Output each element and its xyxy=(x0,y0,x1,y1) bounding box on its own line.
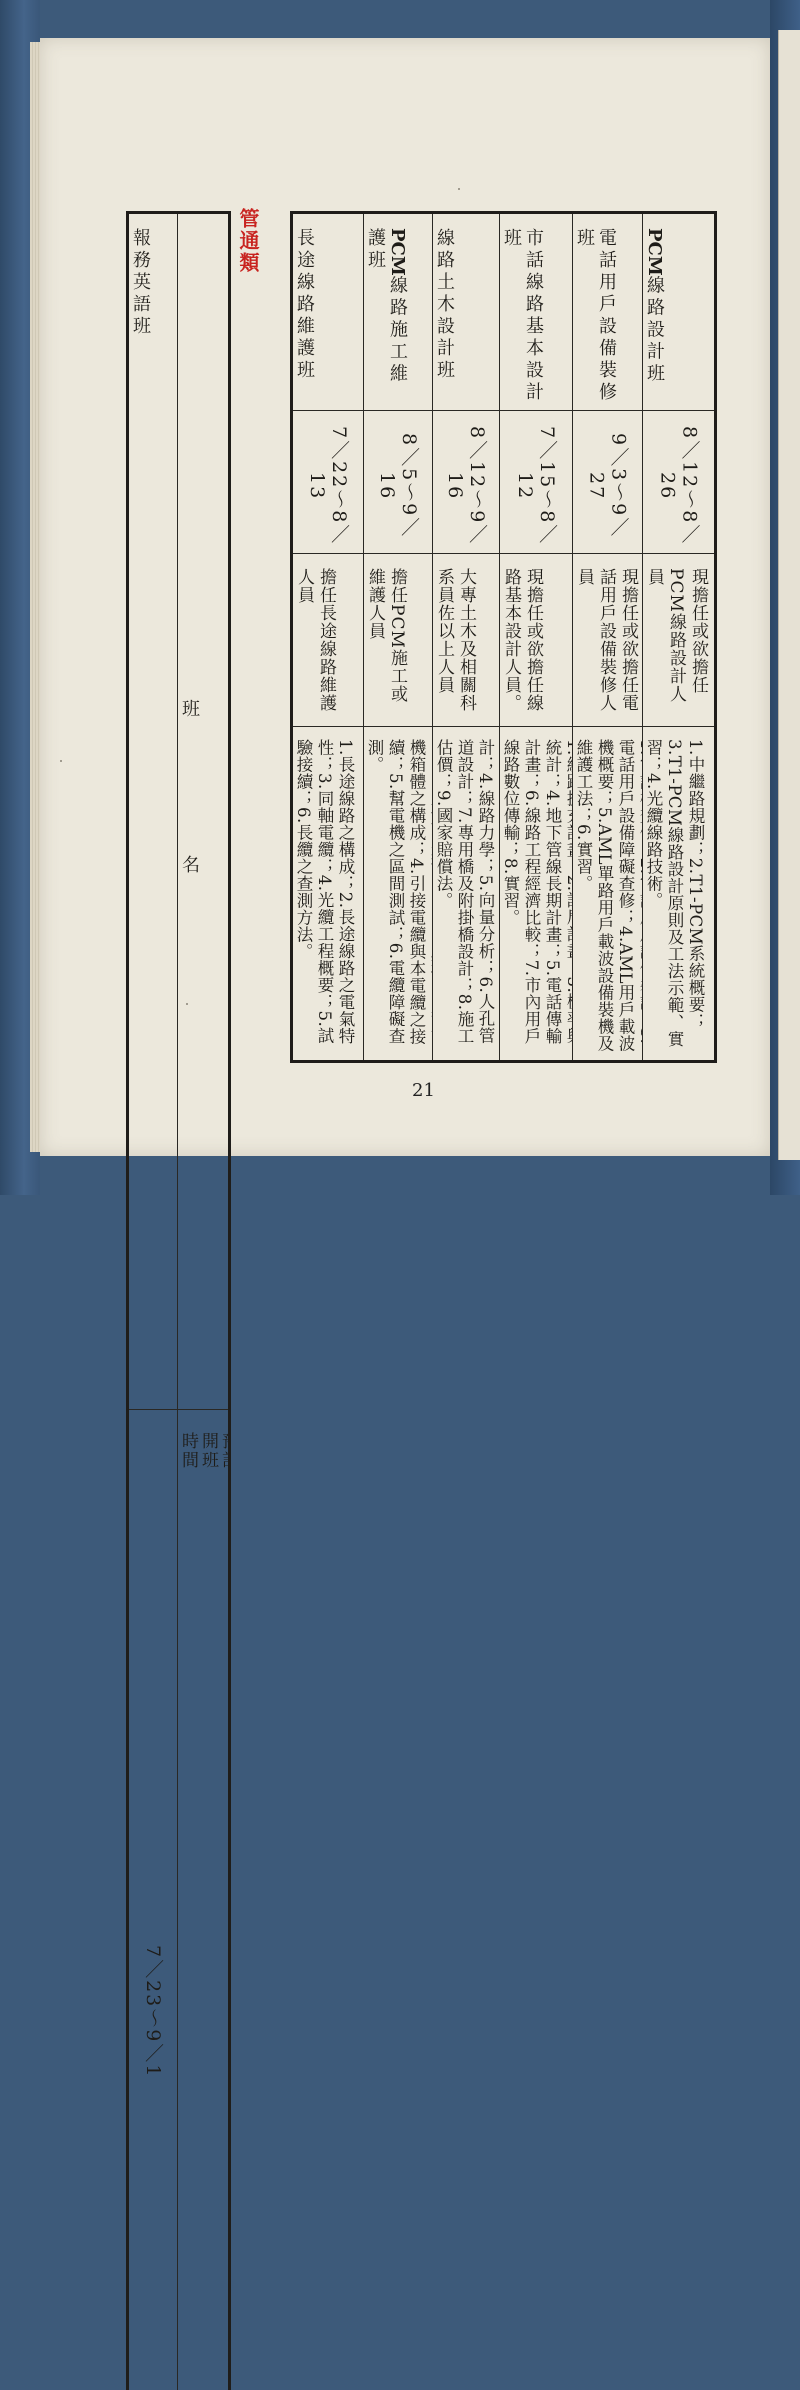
course-target: 擔任長途線路維護人員 xyxy=(293,554,343,726)
course-target-cell xyxy=(433,554,500,727)
course-target: 擔任PCM施工或維護人員 xyxy=(364,554,414,726)
course-date: 7／22～8／13 xyxy=(306,411,350,553)
next-page-edge xyxy=(778,30,800,1160)
course-content: 計；4.線路力學；5.向量分析；6.人孔管道設計；7.專用橋及附掛橋設計；8.施工估價；9.國家賠償法。 xyxy=(433,727,500,1060)
course-date: 9／3～9／27 xyxy=(586,411,630,553)
course-tag: PCM xyxy=(387,228,408,276)
course-name-cell xyxy=(292,213,364,411)
course-target-cell xyxy=(364,554,433,727)
course-date xyxy=(142,1410,164,2390)
course-content-cell xyxy=(500,727,573,1062)
course-content: 1.長途線路之構成；2.長途線路之電氣特性；3.同軸電纜；4.光纜工程概要；5.試驗接續；6.長纜之查測方法。 xyxy=(293,727,362,1060)
course-date-cell xyxy=(433,411,500,554)
course-name-cell xyxy=(573,213,643,411)
course-date: 8／12～9／16 xyxy=(444,411,488,553)
course-tag: PCM xyxy=(644,228,665,276)
course-table-secondary xyxy=(126,211,231,2390)
course-name: 線路施工維護班 xyxy=(365,228,408,386)
course-name-cell xyxy=(643,213,716,411)
course-name-cell xyxy=(364,213,433,411)
course-target: 現擔任或欲擔任PCM線路設計人員 xyxy=(643,554,715,726)
course-date-cell xyxy=(292,411,364,554)
course-name: 電話用戶設備裝修班 xyxy=(574,228,617,404)
course-content: 電話用戶設備障礙查修；4.AML用戶載波機概要；5.AML單路用戶載波設備裝機及維護工法；6.實習。 xyxy=(573,727,643,1060)
page-number: 21 xyxy=(412,1080,435,1101)
course-date-cell xyxy=(364,411,433,554)
course-name-cell xyxy=(128,213,178,1410)
course-name: 線路設計班 xyxy=(644,276,665,386)
course-table-main xyxy=(290,211,717,1063)
course-content-cell xyxy=(573,727,643,1062)
course-content-cell xyxy=(364,727,433,1062)
course-name: 線路土木設計班 xyxy=(434,228,455,382)
course-target-cell xyxy=(643,554,716,727)
course-date-cell xyxy=(128,1410,178,2390)
course-name: 報務英語班 xyxy=(130,228,151,338)
course-content: 統計；4.地下管線長期計畫；5.電話傳輸計畫；6.線路工程經濟比較；7.市內用戶線路數位傳輸；8.實習。 xyxy=(500,727,573,1060)
course-content-cell xyxy=(433,727,500,1062)
course-target-cell xyxy=(292,554,364,727)
paper-speck xyxy=(186,1003,188,1005)
course-name-cell xyxy=(433,213,500,411)
header-class-name-cell xyxy=(178,213,230,1410)
course-date-cell xyxy=(643,411,716,554)
course-target: 現擔任或欲擔任線路基本設計人員。 xyxy=(500,554,550,726)
course-target-cell xyxy=(500,554,573,727)
course-date: 8／5～9／16 xyxy=(376,411,420,553)
course-content-cell xyxy=(292,727,364,1062)
course-target-cell xyxy=(573,554,643,727)
course-date-cell xyxy=(573,411,643,554)
course-name: 市話線路基本設計班 xyxy=(501,228,544,404)
course-name: 長途線路維護班 xyxy=(294,228,315,382)
paper-speck xyxy=(458,188,460,190)
course-date-cell xyxy=(500,411,573,554)
course-target: 現擔任或欲擔任電話用戶設備裝修人員 xyxy=(573,554,643,726)
header-class-name: 班 名 xyxy=(178,214,208,1409)
course-date: 7／15～8／12 xyxy=(514,411,558,553)
course-content: 1.中繼路規劃；2.T1-PCM系統概要；3.T1-PCM線路設計原則及工法示範、實習；4.光纜線路技術。 xyxy=(643,727,712,1060)
course-date: 8／12～8／26 xyxy=(657,411,701,553)
course-target: 大專土木及相關科系員佐以上人員 xyxy=(433,554,483,726)
header-schedule xyxy=(178,1410,230,1484)
course-content-cell xyxy=(643,727,716,1062)
course-name-cell xyxy=(500,213,573,411)
course-content: 機箱體之構成；4.引接電纜與本電纜之接續；5.幫電機之區間測試；6.電纜障礙查測。 xyxy=(364,727,433,1060)
paper-speck xyxy=(60,760,62,762)
header-schedule-cell xyxy=(178,1410,230,2390)
category-label: 管通類 xyxy=(234,208,263,274)
